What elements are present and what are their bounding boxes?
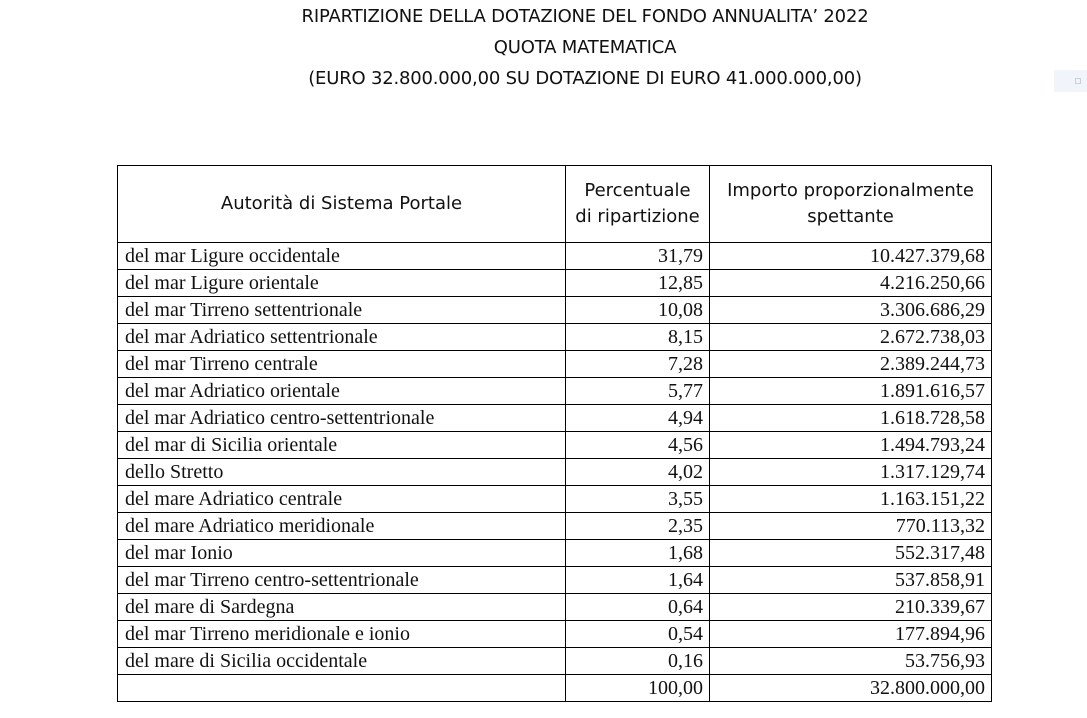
- total-label: [118, 675, 566, 702]
- percentage-cell: 5,77: [566, 378, 710, 405]
- amount-cell: 537.858,91: [710, 567, 992, 594]
- authority-name: del mar di Sicilia orientale: [118, 432, 566, 459]
- percentage-cell: 0,64: [566, 594, 710, 621]
- percentage-cell: 4,56: [566, 432, 710, 459]
- table-header-row: [118, 166, 992, 243]
- percentage-cell: 10,08: [566, 297, 710, 324]
- table-row: [118, 432, 992, 459]
- table-row: [118, 459, 992, 486]
- authority-name: del mar Tirreno settentrionale: [118, 297, 566, 324]
- amount-cell: 1.163.151,22: [710, 486, 992, 513]
- table-row: [118, 513, 992, 540]
- percentage-cell: 0,54: [566, 621, 710, 648]
- percentage-cell: 1,64: [566, 567, 710, 594]
- percentage-cell: 31,79: [566, 243, 710, 270]
- total-row: [118, 675, 992, 702]
- header-authority: Autorità di Sistema Portale: [118, 166, 566, 243]
- percentage-cell: 4,94: [566, 405, 710, 432]
- total-amount: 32.800.000,00: [710, 675, 992, 702]
- percentage-cell: 4,02: [566, 459, 710, 486]
- amount-cell: 552.317,48: [710, 540, 992, 567]
- authority-name: del mar Tirreno centrale: [118, 351, 566, 378]
- table-row: [118, 270, 992, 297]
- authority-name: del mar Adriatico centro-settentrionale: [118, 405, 566, 432]
- percentage-cell: 8,15: [566, 324, 710, 351]
- table-row: [118, 540, 992, 567]
- percentage-cell: 2,35: [566, 513, 710, 540]
- amount-cell: 53.756,93: [710, 648, 992, 675]
- table-row: [118, 243, 992, 270]
- authority-name: del mar Adriatico settentrionale: [118, 324, 566, 351]
- page-scroll-marker: [1054, 70, 1087, 92]
- authority-name: del mar Ligure orientale: [118, 270, 566, 297]
- authority-name: del mare di Sardegna: [118, 594, 566, 621]
- authority-name: del mar Adriatico orientale: [118, 378, 566, 405]
- total-percentage: 100,00: [566, 675, 710, 702]
- authority-name: del mare Adriatico meridionale: [118, 513, 566, 540]
- table-row: [118, 378, 992, 405]
- table-row: [118, 648, 992, 675]
- authority-name: del mare Adriatico centrale: [118, 486, 566, 513]
- table-row: [118, 486, 992, 513]
- amount-cell: 3.306.686,29: [710, 297, 992, 324]
- percentage-cell: 3,55: [566, 486, 710, 513]
- amount-cell: 177.894,96: [710, 621, 992, 648]
- table-row: [118, 567, 992, 594]
- header-percentage: Percentuale di ripartizione: [566, 166, 710, 243]
- header-amount: Importo proporzionalmente spettante: [710, 166, 992, 243]
- amount-cell: 1.494.793,24: [710, 432, 992, 459]
- authority-name: del mar Tirreno centro-settentrionale: [118, 567, 566, 594]
- amount-cell: 770.113,32: [710, 513, 992, 540]
- table-row: [118, 621, 992, 648]
- amount-cell: 1.891.616,57: [710, 378, 992, 405]
- amount-cell: 1.618.728,58: [710, 405, 992, 432]
- percentage-cell: 12,85: [566, 270, 710, 297]
- document-title: [0, 1, 1087, 94]
- authority-name: del mar Ligure occidentale: [118, 243, 566, 270]
- table-row: [118, 324, 992, 351]
- authority-name: del mar Tirreno meridionale e ionio: [118, 621, 566, 648]
- percentage-cell: 7,28: [566, 351, 710, 378]
- authority-name: dello Stretto: [118, 459, 566, 486]
- percentage-cell: 0,16: [566, 648, 710, 675]
- allocation-table: [117, 165, 992, 702]
- title-line-3: (EURO 32.800.000,00 SU DOTAZIONE DI EURO 41.000.000,00): [308, 68, 862, 89]
- table-row: [118, 594, 992, 621]
- amount-cell: 210.339,67: [710, 594, 992, 621]
- table-row: [118, 405, 992, 432]
- title-line-2: QUOTA MATEMATICA: [493, 37, 677, 58]
- authority-name: del mare di Sicilia occidentale: [118, 648, 566, 675]
- amount-cell: 2.389.244,73: [710, 351, 992, 378]
- amount-cell: 4.216.250,66: [710, 270, 992, 297]
- table-row: [118, 351, 992, 378]
- amount-cell: 1.317.129,74: [710, 459, 992, 486]
- table-row: [118, 297, 992, 324]
- amount-cell: 2.672.738,03: [710, 324, 992, 351]
- amount-cell: 10.427.379,68: [710, 243, 992, 270]
- title-line-1: RIPARTIZIONE DELLA DOTAZIONE DEL FONDO ANNUALITA’ 2022: [301, 6, 869, 27]
- percentage-cell: 1,68: [566, 540, 710, 567]
- authority-name: del mar Ionio: [118, 540, 566, 567]
